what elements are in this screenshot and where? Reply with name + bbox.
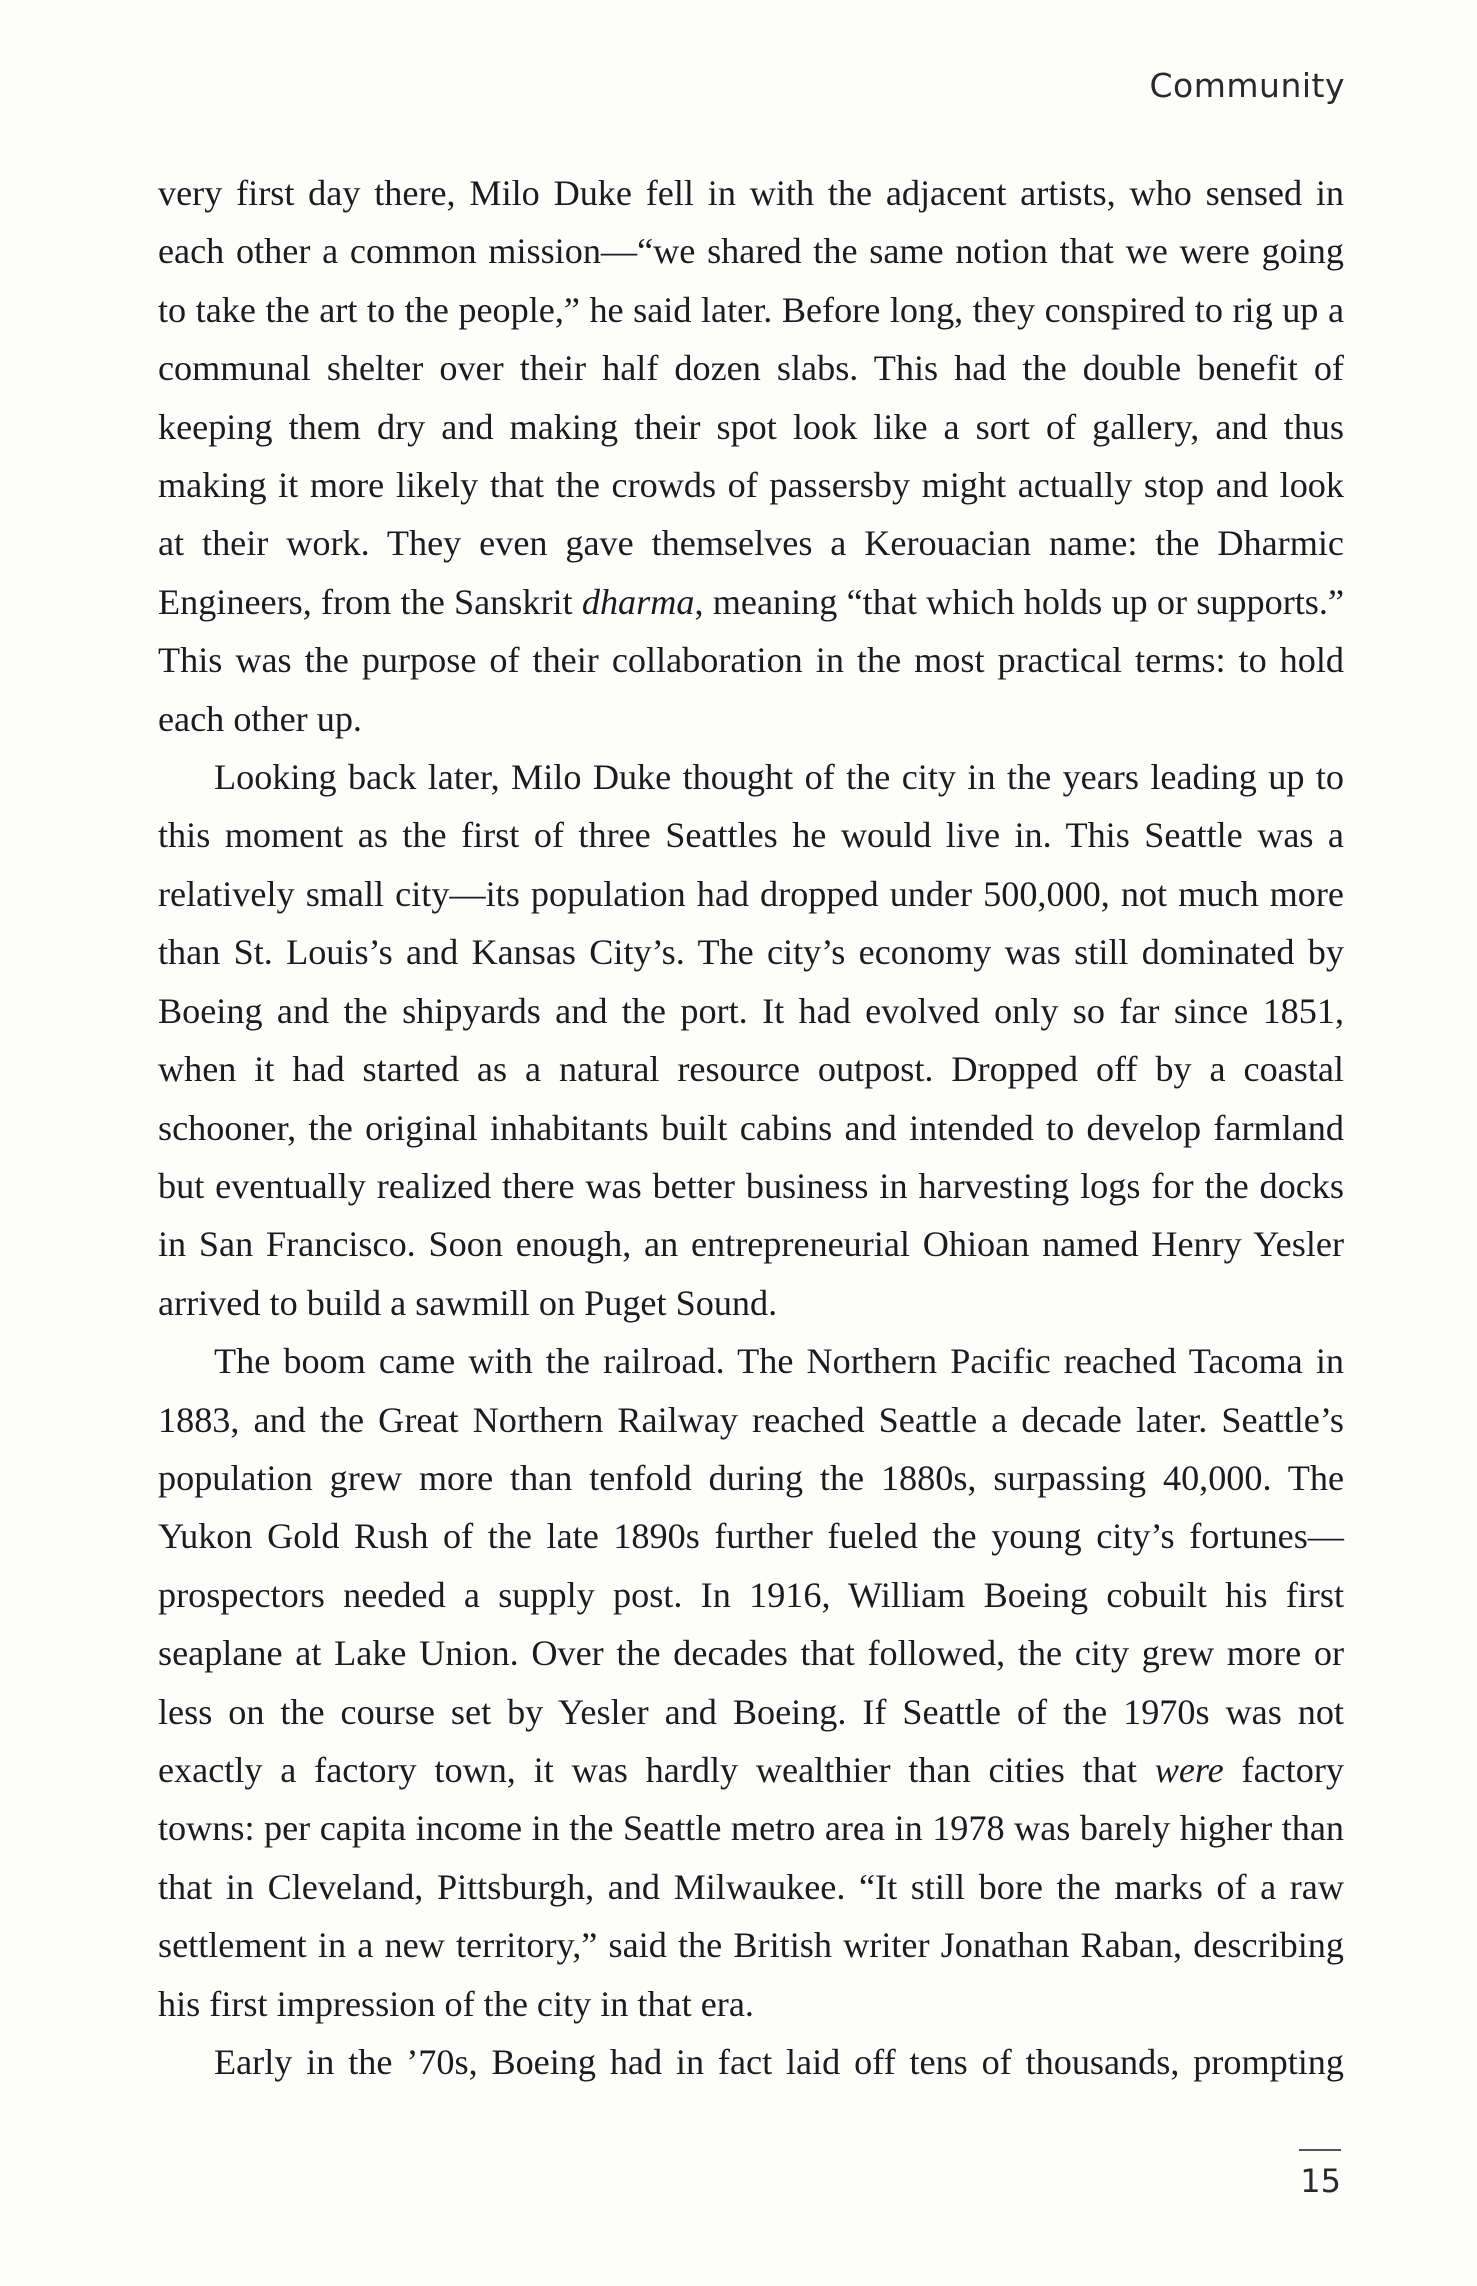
italic-term: dharma <box>581 581 695 622</box>
paragraph-boeing-layoffs <box>158 2033 1344 2091</box>
page-number: 15 <box>1300 2162 1341 2200</box>
paragraph-text: very first day there, Milo Duke fell in with the adjacent artists, who sensed in each other a common mission—“we shared the same notion that we were going to take the art to the people,” he said later. Before long, they conspired to rig up a communal shelter over their half dozen slabs. This had the double benefit of keeping them dry and making their spot look like a sort of gallery, and thus making it more likely that the crowds of passersby might actually stop and look at their work. They even gave themselves a Kerouacian name: the Dharmic Engineers, from the Sanskrit <box>158 173 1344 622</box>
paragraph-text: The boom came with the railroad. The Northern Pacific reached Tacoma in 1883, and the Great Northern Railway reached Seattle a decade later. Seattle’s population grew more than tenfold during the 1880s, surpassing 40,000. The Yukon Gold Rush of the late 1890s further fueled the young city’s fortunes—prospectors needed a supply post. In 1916, William Boeing cobuilt his first seaplane at Lake Union. Over the decades that followed, the city grew more or less on the course set by Yesler and Boeing. If Seattle of the 1970s was not exactly a factory town, it was hardly wealthier than cities that <box>158 1341 1344 1790</box>
italic-term: were <box>1154 1749 1224 1790</box>
running-head: Community <box>1149 66 1345 105</box>
paragraph-three-seattles <box>158 748 1344 1332</box>
paragraph-text: factory towns: per capita income in the Seattle metro area in 1978 was barely higher than that in Cleveland, Pittsburgh, and Milwaukee. “It still bore the marks of a raw settlement in a new territory,” said the British writer Jonathan Raban, describing his first impression of the city in that era. <box>158 1749 1345 2024</box>
paragraph-text: Looking back later, Milo Duke thought of the city in the years leading up to this moment as the first of three Seattles he would live in. This Seattle was a relatively small city—its population had dropped under 500,000, not much more than St. Louis’s and Kansas City’s. The city’s economy was still dominated by Boeing and the shipyards and the port. It had evolved only so far since 1851, when it had started as a natural resource outpost. Dropped off by a coastal schooner, the original inhabitants built cabins and intended to develop farmland but eventually realized there was better business in harvesting logs for the docks in San Francisco. Soon enough, an entrepreneurial Ohioan named Henry Yesler arrived to build a sawmill on Puget Sound. <box>158 757 1344 1323</box>
paragraph-continued <box>158 164 1344 748</box>
paragraph-text: , meaning “that which holds up or supports.” This was the purpose of their collaboration in the most practical terms: to hold each other up. <box>158 581 1345 739</box>
body-text <box>158 164 1344 2091</box>
folio-rule <box>1299 2149 1341 2151</box>
paragraph-text: Early in the ’70s, Boeing had in fact laid off tens of thousands, prompting <box>214 2042 1344 2082</box>
paragraph-boom <box>158 1332 1344 2033</box>
